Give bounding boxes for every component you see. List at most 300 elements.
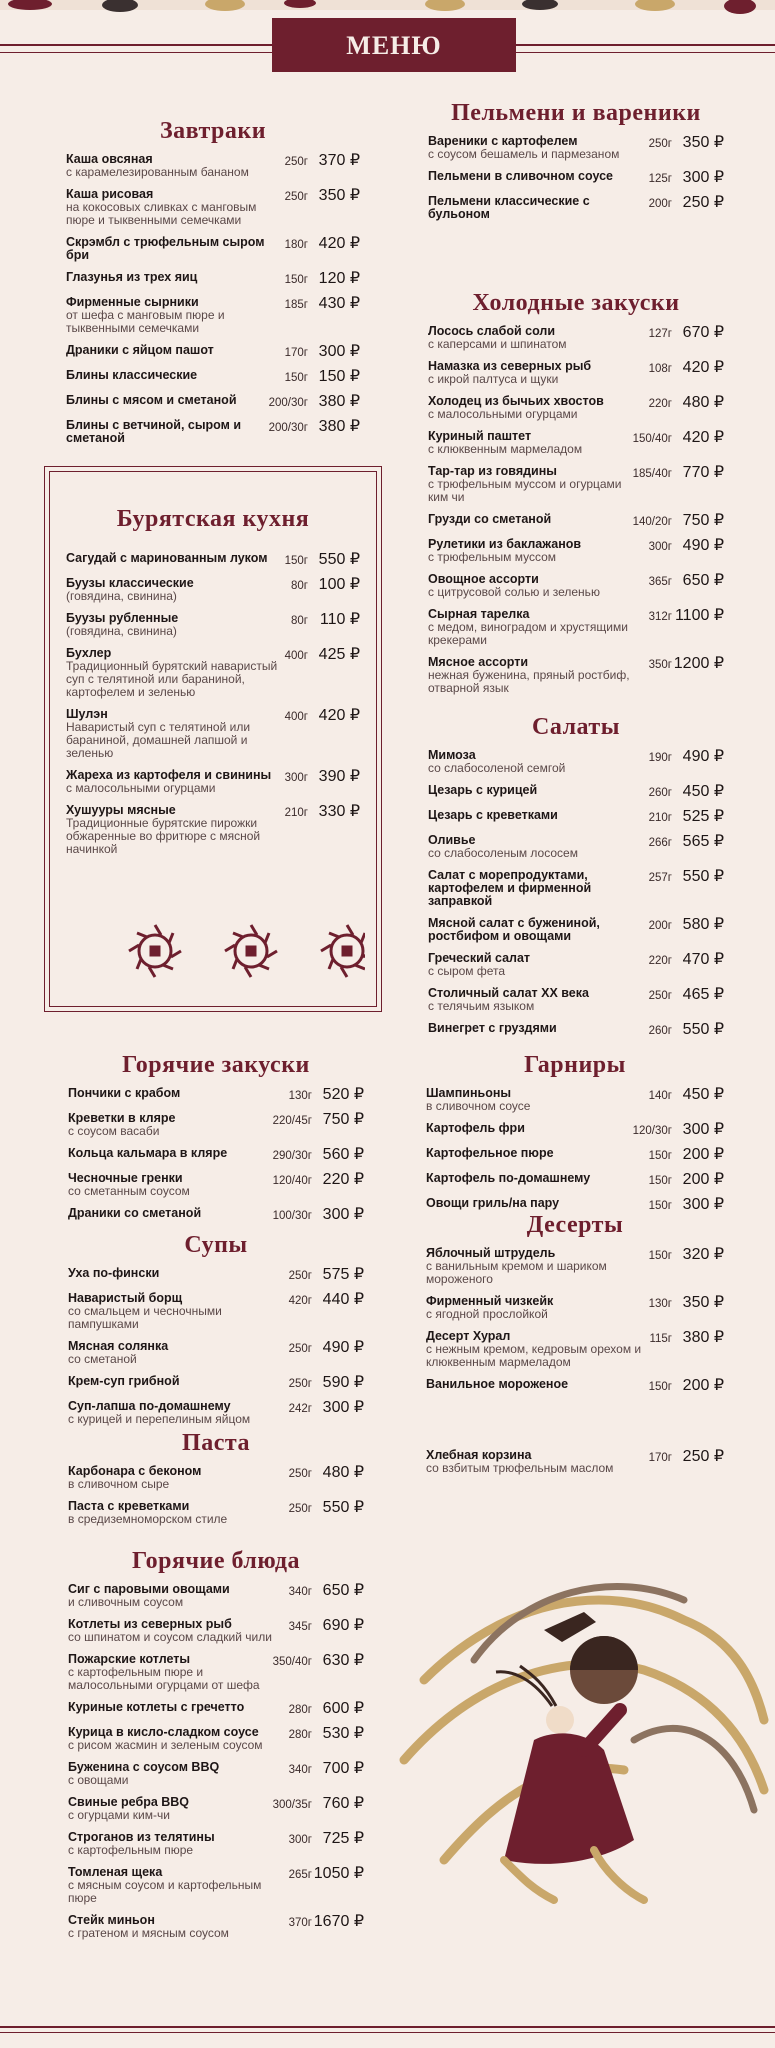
item-weight: 300г xyxy=(284,772,308,784)
item-description: с трюфельным муссом и огурцами ким чи xyxy=(428,477,622,504)
menu-item xyxy=(68,1267,364,1283)
item-name: Сырная тарелка xyxy=(428,607,530,621)
item-name: Наваристый борщ xyxy=(68,1291,183,1305)
section-title: Десерты xyxy=(526,1212,624,1238)
item-price: 580 ₽ xyxy=(682,916,724,933)
section-hot-snacks xyxy=(68,1052,364,1223)
menu-item xyxy=(66,271,360,287)
item-name: Суп-лапша по-домашнему xyxy=(68,1399,231,1413)
item-description: на кокосовых сливках с манговым пюре и тыквенными семечками xyxy=(66,200,257,227)
item-weight: 250г xyxy=(288,1468,312,1480)
item-price: 380 ₽ xyxy=(318,418,360,435)
item-weight: 250г xyxy=(288,1503,312,1515)
section-pasta xyxy=(68,1430,364,1526)
section-title: Завтраки xyxy=(159,118,267,144)
item-name: Столичный салат XX века xyxy=(428,986,589,1000)
item-weight: 127г xyxy=(648,328,672,340)
menu-item xyxy=(68,1914,364,1940)
item-name: Мимоза xyxy=(428,748,476,762)
item-price: 350 ₽ xyxy=(318,187,360,204)
item-price: 1100 ₽ xyxy=(674,607,724,624)
item-weight: 345г xyxy=(288,1621,312,1633)
menu-item xyxy=(68,1701,364,1717)
item-weight: 220г xyxy=(648,398,672,410)
item-weight: 350г xyxy=(648,659,672,671)
menu-item xyxy=(68,1207,364,1223)
menu-item xyxy=(426,1172,724,1188)
item-name: Буузы рубленные xyxy=(66,611,179,625)
item-description: с карамелезированным бананом xyxy=(66,165,249,179)
item-description: с икрой палтуса и щуки xyxy=(428,372,559,386)
item-description: с гратеном и мясным соусом xyxy=(68,1926,229,1940)
menu-item xyxy=(68,1172,364,1198)
item-price: 120 ₽ xyxy=(318,270,360,287)
item-name: Десерт Хурал xyxy=(426,1329,511,1343)
item-name: Хушууры мясные xyxy=(66,803,176,817)
item-weight: 250г xyxy=(284,191,308,203)
menu-item xyxy=(428,917,724,943)
item-price: 530 ₽ xyxy=(322,1725,364,1742)
menu-item xyxy=(426,1197,724,1213)
item-weight: 120/30г xyxy=(632,1125,672,1137)
item-price: 670 ₽ xyxy=(682,324,724,341)
item-name: Намазка из северных рыб xyxy=(428,359,592,373)
item-price: 420 ₽ xyxy=(682,429,724,446)
menu-item xyxy=(428,809,724,825)
item-weight: 170г xyxy=(284,347,308,359)
item-description: с клюквенным мармеладом xyxy=(428,442,583,456)
item-name: Винегрет с груздями xyxy=(428,1021,557,1035)
item-price: 630 ₽ xyxy=(322,1652,364,1669)
menu-item xyxy=(68,1618,364,1644)
menu-item xyxy=(66,552,360,568)
menu-item xyxy=(426,1449,724,1475)
section-title: Гарниры xyxy=(524,1052,626,1078)
item-weight: 150г xyxy=(284,274,308,286)
item-price: 575 ₽ xyxy=(322,1266,364,1283)
item-price: 300 ₽ xyxy=(318,343,360,360)
item-description: (говядина, свинина) xyxy=(66,624,177,638)
item-price: 390 ₽ xyxy=(318,768,360,785)
menu-item xyxy=(66,236,360,262)
item-description: с сыром фета xyxy=(428,964,506,978)
menu-item xyxy=(66,344,360,360)
item-weight: 170г xyxy=(648,1452,672,1464)
item-price: 370 ₽ xyxy=(318,152,360,169)
item-description: с курицей и перепелиным яйцом xyxy=(68,1412,251,1426)
item-price: 110 ₽ xyxy=(319,611,360,628)
item-description: со слабосоленой семгой xyxy=(428,761,566,775)
section-soups xyxy=(68,1232,364,1426)
item-price: 1050 ₽ xyxy=(313,1865,364,1882)
item-name: Куриный паштет xyxy=(428,429,532,443)
ornaments xyxy=(85,913,365,983)
item-weight: 300г xyxy=(648,541,672,553)
menu-item xyxy=(68,1112,364,1138)
item-weight: 150/40г xyxy=(632,433,672,445)
item-name: Овощи гриль/на пару xyxy=(426,1196,560,1210)
item-price: 300 ₽ xyxy=(322,1206,364,1223)
item-price: 450 ₽ xyxy=(682,1086,724,1103)
item-name: Грузди со сметаной xyxy=(428,512,552,526)
item-description: с медом, виноградом и хрустящими крекерами xyxy=(428,620,628,647)
item-name: Пельмени в сливочном соусе xyxy=(428,169,614,183)
menu-item xyxy=(68,1653,364,1692)
item-name: Кольца кальмара в кляре xyxy=(68,1146,228,1160)
item-weight: 280г xyxy=(288,1729,312,1741)
item-name: Шулэн xyxy=(66,707,108,721)
item-name: Хлебная корзина xyxy=(426,1448,532,1462)
menu-item xyxy=(428,869,724,908)
menu-item xyxy=(426,1295,724,1321)
item-description: с малосольными огурцами xyxy=(428,407,578,421)
menu-item xyxy=(428,360,724,386)
item-price: 380 ₽ xyxy=(318,393,360,410)
item-name: Драники с яйцом пашот xyxy=(66,343,214,357)
item-name: Пельмени классические с бульоном xyxy=(428,194,590,221)
item-description: со шпинатом и соусом сладкий чили xyxy=(68,1630,272,1644)
item-name: Буженина с соусом BBQ xyxy=(68,1760,220,1774)
item-name: Скрэмбл с трюфельным сыром бри xyxy=(66,235,265,262)
item-price: 200 ₽ xyxy=(682,1171,724,1188)
item-weight: 290/30г xyxy=(272,1150,312,1162)
item-name: Стейк миньон xyxy=(68,1913,155,1927)
item-weight: 120/40г xyxy=(272,1175,312,1187)
section-title: Холодные закуски xyxy=(472,290,680,316)
item-name: Фирменный чизкейк xyxy=(426,1294,554,1308)
section-sides xyxy=(426,1052,724,1213)
item-weight: 185/40г xyxy=(632,468,672,480)
item-weight: 420г xyxy=(288,1295,312,1307)
item-weight: 150г xyxy=(648,1150,672,1162)
item-name: Картофельное пюре xyxy=(426,1146,554,1160)
menu-item xyxy=(66,708,360,760)
item-weight: 108г xyxy=(648,363,672,375)
menu-item xyxy=(426,1087,724,1113)
item-price: 420 ₽ xyxy=(682,359,724,376)
item-weight: 150г xyxy=(648,1381,672,1393)
menu-item xyxy=(66,296,360,335)
item-price: 750 ₽ xyxy=(682,512,724,529)
menu-item xyxy=(68,1831,364,1857)
section-dumplings xyxy=(428,100,724,221)
item-description: Наваристый суп с телятиной или бараниной, домашней лапшой и зеленью xyxy=(66,720,251,760)
item-name: Пожарские котлеты xyxy=(68,1652,191,1666)
item-description: с мясным соусом и картофельным пюре xyxy=(68,1878,262,1905)
item-price: 300 ₽ xyxy=(682,169,724,186)
item-price: 525 ₽ xyxy=(682,808,724,825)
item-name: Паста с креветками xyxy=(68,1499,190,1513)
item-price: 220 ₽ xyxy=(322,1171,364,1188)
item-name: Куриные котлеты с гречетто xyxy=(68,1700,245,1714)
item-price: 430 ₽ xyxy=(318,295,360,312)
menu-item xyxy=(68,1292,364,1331)
section-title: Супы xyxy=(184,1232,248,1258)
item-name: Цезарь с креветками xyxy=(428,808,558,822)
item-weight: 130г xyxy=(648,1298,672,1310)
item-weight: 250г xyxy=(648,138,672,150)
item-price: 1200 ₽ xyxy=(673,655,724,672)
section-title: Пельмени и вареники xyxy=(451,100,701,126)
item-name: Яблочный штрудель xyxy=(426,1246,556,1260)
menu-item xyxy=(428,325,724,351)
menu-item xyxy=(66,804,360,856)
menu-item xyxy=(68,1726,364,1752)
item-weight: 350/40г xyxy=(272,1656,312,1668)
item-price: 300 ₽ xyxy=(682,1121,724,1138)
item-weight: 100/30г xyxy=(272,1210,312,1222)
item-price: 590 ₽ xyxy=(322,1374,364,1391)
section-title: Паста xyxy=(182,1430,250,1456)
item-price: 250 ₽ xyxy=(682,1448,724,1465)
item-description: со сметаной xyxy=(68,1352,137,1366)
item-price: 600 ₽ xyxy=(322,1700,364,1717)
item-name: Жареха из картофеля и свинины xyxy=(66,768,272,782)
item-description: с каперсами и шпинатом xyxy=(428,337,567,351)
menu-item xyxy=(428,465,724,504)
item-name: Драники со сметаной xyxy=(68,1206,202,1220)
item-description: с трюфельным муссом xyxy=(428,550,557,564)
menu-item xyxy=(68,1500,364,1526)
item-price: 150 ₽ xyxy=(318,368,360,385)
item-price: 250 ₽ xyxy=(682,194,724,211)
item-name: Каша овсяная xyxy=(66,152,153,166)
item-weight: 150г xyxy=(648,1175,672,1187)
item-name: Уха по-фински xyxy=(68,1266,160,1280)
item-weight: 185г xyxy=(284,299,308,311)
item-weight: 210г xyxy=(284,807,308,819)
item-description: (говядина, свинина) xyxy=(66,589,177,603)
section-breakfast xyxy=(66,118,360,445)
item-price: 465 ₽ xyxy=(682,986,724,1003)
item-name: Греческий салат xyxy=(428,951,531,965)
item-name: Цезарь с курицей xyxy=(428,783,538,797)
menu-item xyxy=(68,1465,364,1491)
item-name: Оливье xyxy=(428,833,476,847)
item-name: Картофель фри xyxy=(426,1121,525,1135)
item-description: со слабосоленым лососем xyxy=(428,846,578,860)
item-weight: 260г xyxy=(648,1025,672,1037)
item-weight: 150г xyxy=(284,555,308,567)
item-name: Каша рисовая xyxy=(66,187,154,201)
item-price: 480 ₽ xyxy=(682,394,724,411)
menu-item xyxy=(428,513,724,529)
item-weight: 242г xyxy=(288,1403,312,1415)
item-name: Лосось слабой соли xyxy=(428,324,556,338)
menu-item xyxy=(68,1375,364,1391)
item-price: 650 ₽ xyxy=(682,572,724,589)
item-name: Сагудай с маринованным луком xyxy=(66,551,268,565)
item-price: 750 ₽ xyxy=(322,1111,364,1128)
item-price: 550 ₽ xyxy=(322,1499,364,1516)
item-price: 300 ₽ xyxy=(322,1399,364,1416)
item-weight: 260г xyxy=(648,787,672,799)
item-price: 440 ₽ xyxy=(322,1291,364,1308)
item-description: с малосольными огурцами xyxy=(66,781,216,795)
menu-item xyxy=(68,1796,364,1822)
item-weight: 150г xyxy=(648,1200,672,1212)
item-description: с ягодной прослойкой xyxy=(426,1307,548,1321)
menu-item xyxy=(426,1147,724,1163)
item-name: Мясное ассорти xyxy=(428,655,529,669)
item-name: Томленая щека xyxy=(68,1865,163,1879)
item-price: 200 ₽ xyxy=(682,1146,724,1163)
item-weight: 115г xyxy=(649,1333,672,1345)
item-price: 690 ₽ xyxy=(322,1617,364,1634)
item-weight: 80г xyxy=(291,580,308,592)
item-price: 425 ₽ xyxy=(318,646,360,663)
item-weight: 400г xyxy=(284,711,308,723)
menu-item xyxy=(428,135,724,161)
item-weight: 250г xyxy=(288,1378,312,1390)
menu-item xyxy=(66,769,360,795)
menu-item xyxy=(426,1330,724,1369)
item-name: Шампиньоны xyxy=(426,1086,512,1100)
item-name: Строганов из телятины xyxy=(68,1830,215,1844)
item-price: 480 ₽ xyxy=(322,1464,364,1481)
menu-item xyxy=(68,1761,364,1787)
item-weight: 250г xyxy=(288,1270,312,1282)
menu-item xyxy=(428,987,724,1013)
item-name: Картофель по-домашнему xyxy=(426,1171,591,1185)
item-description: с овощами xyxy=(68,1773,129,1787)
item-name: Блины с ветчиной, сыром и сметаной xyxy=(66,418,242,445)
item-description: нежная буженина, пряный ростбиф, отварной язык xyxy=(428,668,630,695)
item-price: 380 ₽ xyxy=(682,1329,724,1346)
item-name: Пончики с крабом xyxy=(68,1086,181,1100)
item-name: Мясная солянка xyxy=(68,1339,169,1353)
menu-item xyxy=(428,573,724,599)
section-title: Бурятская кухня xyxy=(116,506,310,532)
menu-item xyxy=(428,538,724,564)
menu-item xyxy=(428,784,724,800)
item-description: в средиземноморском стиле xyxy=(68,1512,228,1526)
item-price: 560 ₽ xyxy=(322,1146,364,1163)
item-price: 700 ₽ xyxy=(322,1760,364,1777)
item-price: 420 ₽ xyxy=(318,707,360,724)
item-price: 100 ₽ xyxy=(318,576,360,593)
item-description: с телячьим языком xyxy=(428,999,535,1013)
menu-item xyxy=(66,647,360,699)
item-price: 550 ₽ xyxy=(318,551,360,568)
menu-item xyxy=(428,656,724,695)
item-price: 490 ₽ xyxy=(682,537,724,554)
item-description: с картофельным пюре и малосольными огурцами от шефа xyxy=(68,1665,260,1692)
footer-lines xyxy=(0,2026,775,2036)
item-weight: 180г xyxy=(284,239,308,251)
section-bread xyxy=(426,1440,724,1475)
item-weight: 190г xyxy=(648,752,672,764)
item-price: 760 ₽ xyxy=(322,1795,364,1812)
menu-item xyxy=(428,608,724,647)
menu-item xyxy=(66,394,360,410)
item-name: Крем-суп грибной xyxy=(68,1374,180,1388)
item-name: Чесночные гренки xyxy=(68,1171,183,1185)
item-description: с цитрусовой солью и зеленью xyxy=(428,585,600,599)
item-weight: 340г xyxy=(288,1764,312,1776)
item-weight: 340г xyxy=(288,1586,312,1598)
section-salads xyxy=(428,714,724,1038)
item-description: с рисом жасмин и зеленым соусом xyxy=(68,1738,263,1752)
item-description: Традиционные бурятские пирожки обжаренные во фритюре с мясной начинкой xyxy=(66,816,261,856)
item-description: и сливочным соусом xyxy=(68,1595,184,1609)
item-price: 490 ₽ xyxy=(322,1339,364,1356)
item-price: 450 ₽ xyxy=(682,783,724,800)
item-weight: 257г xyxy=(648,872,672,884)
item-weight: 266г xyxy=(648,837,672,849)
item-description: с соусом васаби xyxy=(68,1124,160,1138)
item-weight: 210г xyxy=(648,812,672,824)
item-description: с соусом бешамель и пармезаном xyxy=(428,147,620,161)
item-weight: 365г xyxy=(648,576,672,588)
item-price: 550 ₽ xyxy=(682,1021,724,1038)
menu-item xyxy=(426,1122,724,1138)
menu-item xyxy=(426,1247,724,1286)
item-name: Глазунья из трех яиц xyxy=(66,270,198,284)
item-price: 770 ₽ xyxy=(682,464,724,481)
item-weight: 265г xyxy=(288,1869,312,1881)
menu-item xyxy=(428,952,724,978)
menu-item xyxy=(66,577,360,603)
item-weight: 250г xyxy=(288,1343,312,1355)
item-description: со смальцем и чесночными пампушками xyxy=(68,1304,222,1331)
item-weight: 200г xyxy=(648,198,672,210)
item-weight: 200/30г xyxy=(268,397,308,409)
menu-item xyxy=(428,430,724,456)
menu-item xyxy=(66,419,360,445)
menu-item xyxy=(428,749,724,775)
menu-item xyxy=(66,188,360,227)
item-price: 350 ₽ xyxy=(682,134,724,151)
section-title: Салаты xyxy=(532,714,620,740)
item-weight: 300г xyxy=(288,1834,312,1846)
item-weight: 200г xyxy=(648,920,672,932)
item-weight: 370г xyxy=(288,1917,312,1929)
item-name: Бухлер xyxy=(66,646,112,660)
item-price: 350 ₽ xyxy=(682,1294,724,1311)
menu-item xyxy=(68,1340,364,1366)
item-weight: 220г xyxy=(648,955,672,967)
item-price: 200 ₽ xyxy=(682,1377,724,1394)
menu-item xyxy=(66,369,360,385)
menu-item xyxy=(428,170,724,186)
item-name: Холодец из бычьих хвостов xyxy=(428,394,604,408)
menu-item xyxy=(428,395,724,421)
item-description: со взбитым трюфельным маслом xyxy=(426,1461,614,1475)
menu-item xyxy=(66,153,360,179)
item-price: 300 ₽ xyxy=(682,1196,724,1213)
item-price: 490 ₽ xyxy=(682,748,724,765)
menu-item xyxy=(68,1866,364,1905)
item-name: Свиные ребра BBQ xyxy=(68,1795,190,1809)
item-name: Блины классические xyxy=(66,368,198,382)
item-weight: 400г xyxy=(284,650,308,662)
item-price: 1670 ₽ xyxy=(313,1913,364,1930)
item-description: с огурцами ким-чи xyxy=(68,1808,170,1822)
item-description: с нежным кремом, кедровым орехом и клюквенным мармеладом xyxy=(426,1342,642,1369)
item-price: 550 ₽ xyxy=(682,868,724,885)
item-name: Курица в кисло-сладком соусе xyxy=(68,1725,259,1739)
menu-item xyxy=(66,612,360,638)
item-description: с ванильным кремом и шариком мороженого xyxy=(426,1259,607,1286)
item-price: 320 ₽ xyxy=(682,1246,724,1263)
menu-item xyxy=(68,1087,364,1103)
item-price: 520 ₽ xyxy=(322,1086,364,1103)
item-name: Креветки в кляре xyxy=(68,1111,176,1125)
item-name: Мясной салат с бужениной, ростбифом и овощами xyxy=(428,916,600,943)
item-weight: 80г xyxy=(291,615,308,627)
item-name: Тар-тар из говядины xyxy=(428,464,557,478)
